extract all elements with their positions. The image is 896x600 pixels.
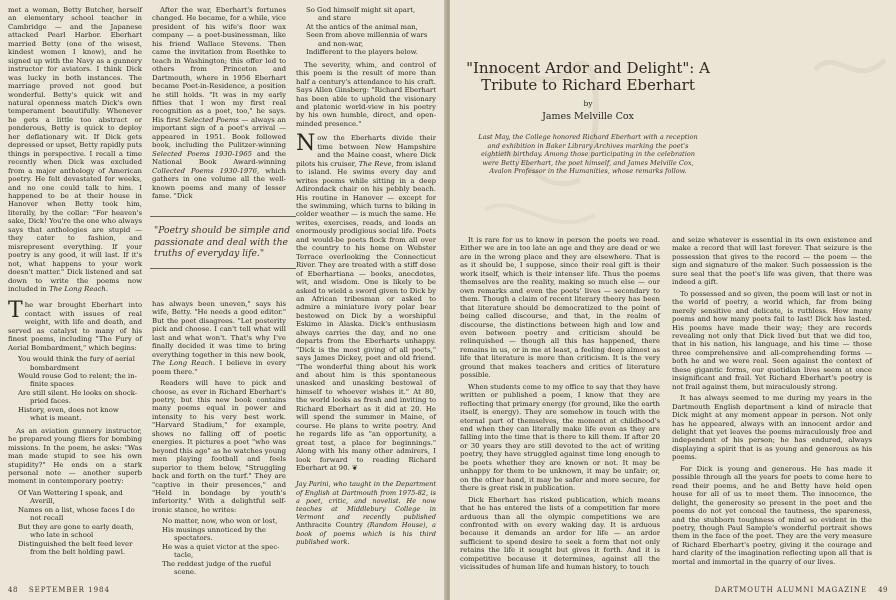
right-column-1 <box>460 236 660 575</box>
article-author: James Melville Cox <box>542 111 634 122</box>
left-column-3 <box>296 6 436 549</box>
page-footer-right <box>715 586 888 594</box>
paragraph: To possessed and so given, the poem will last or not in the world of poetry, a world which, far from being merely sensitive and delicate, is ruthless. How many poems and how many poets fail to last! Dick has lasted. His poems have made their way; they are records revealing not only that Dick lived but that we did too, that in his nation, his language, and his time — those three comprehensive and all-comprehending forms — both he and we were real. Seen against the context of these gigantic forms, our quotidian lives seem at once insignificant and frail. Yet Richard Eberhart's poetry is not frail against them, but miraculously strong. <box>672 289 872 391</box>
paragraph: It has always seemed to me during my years in the Dartmouth English department a kind of miracle that Dick might at any moment appear in person. Not only has he appeared, always with an innocent ardor and delight that yet leaves the poems miraculously free and independent of his person; he has endured, always displaying a spirit that is as young and generous as his poems. <box>672 394 872 462</box>
page-number: 49 <box>878 586 888 594</box>
paragraph: It is rare for us to know in person the poets we read. Either we are in too late an age and they are dead or we are in the wrong place and they are elsewhere. That is as it should be, I suppose, since their real gift is their work itself, which is their intenser life. Thus the poems themselves are the reality, making so much else — our own remarks and even the poets' lives — secondary to them. Though a claim of recent literary theory has been that literature should be democratized to the point of being called discourse, and that, in the realm of discourse, the distinctions between high and low and even between poetry and criticism should be relinquished — though all this has happened, there remains in us, or in me at least, a feeling deep almost as life that literature is more than criticism. It is the very ground that makes teachers and critics of literature possible. <box>460 236 660 380</box>
poem-excerpt: No matter, now, who won or lost, His musings unnoticed by the spectators. He was a quiet victor at the spec- tacle, The reddest judge of the rueful scene. <box>162 517 280 577</box>
end-mark-icon: ❦ <box>351 464 358 473</box>
page-number: 48 <box>8 586 18 594</box>
paragraph: When students come to my office to say that they have written or published a poem, I know that they are reflecting that primary energy (for ground, like the earth itself, is energy). They are somehow in touch with the eternal part of themselves, the moment at childhood's end when they can literally make life even as they are falling into the time that is there to kill them. If after 20 or 30 years they are still devoted to the act of writing poetry, they have struggled against time long enough to be poets whether they are known or not. It may be unhappy for them to be unknown, it may be unfair; or, on the other hand, it may be safer and more secure, for there is great risk in publication. <box>460 382 660 493</box>
page-footer-left <box>8 586 110 594</box>
poem-excerpt: Of Van Wettering I speak, and Averill, Names on a list, whose faces I do not recall But they are gone to early death, who late in school Distinguished the belt feed lever from the belt holding pawl. <box>18 488 135 557</box>
right-column-2 <box>672 236 872 569</box>
paragraph: Now the Eberharts divide their time between New Hampshire and the Maine coast, where Dick pilots his cruiser, The Reve, from island to island. He swims every day and writes poems while sitting in a deep Adirondack chair on his pebbly beach. His routine in Hanover — except for the swimming, which turns to biking in colder weather — is much the same. He writes, exercises, reads, and loads an enormously prodigious social life. Poets and would-be poets flock from all over the country to his home on Webster Terrace overlooking the Connecticut River. They are treated with a stiff dose of Eberhartiana — books, anecdotes, wit, and wisdom. One is likely to be asked to wield a sword given to Dick by an African tribesman or asked to admire a miniature ivory polar bear bestowed on Dick by a worshipful Eskimo in Alaska. Dick's enthusiasm always carries the day, and no one departs from the Eberharts unhappy. "Dick is the most giving of all poets," says James Dickey, poet and old friend. "The wonderful thing about his work and about him is this spontaneous unasked and unasking bestowal of himself to whoever wishes it." At 80, the world looks as fresh and inviting to Richard Eberhart as it did at 20. He will spend the summer in Maine, of course. He plans to write poetry. And he regards life as "an opportunity, a great test, a place for beginnings." Along with his many other admirers, I look forward to reading Richard Eberhart at 90. ❦ <box>296 131 436 473</box>
paragraph: For Dick is young and generous. He has made it possible through all the years for poets to come here to read their poems, and he and Betty have held open house for all of us to meet them. The innocence, the delight, the generosity so present in the poet and the poems do not yet conceal the tautness, the spareness, and the stubborn toughness of mind so evident in the poetry, though Paul Sample's wonderful portrait shows them in the face of the poet. They are the very measure of Richard Eberhart's poetry, giving it the courage and hard clarity of the imagination reflecting upon all that is mortal and immortal in the quarry of our lives. <box>672 464 872 566</box>
poem-excerpt: So God himself might sit apart, and stare At the antics of the animal man, Seen from above millennia of wars and non-war, Indifferent to the players below. <box>306 6 428 57</box>
paragraph: The war brought Eberhart into contact with issues of real weight, with life and death, and served as catalyst to many of his finest poems, including "The Fury of Aerial Bombardment," which begins: <box>8 298 142 352</box>
byline-by: by <box>583 99 593 108</box>
faded-signature-watermark <box>810 40 890 100</box>
paragraph: met a woman, Betty Butcher, herself an elementary school teacher in Cambridge — and the Japanese attacked Pearl Harbor. Eberhart married Betty (one of the wisest, kindest women I know), and he signed up with the Navy as a gunnery instructor for aviators. I think Dick was lucky in both instances. The marriage proved not good but wonderful. Betty's quick wit and natural openness match Dick's own temperament beautifully. Whenever he gets a little too abstract or ponderous, Betty is quick to deploy her deflationary wit. If Dick gets depressed or upset, Betty rapidly puts things in perspective. I recall a time recently when Dick was excluded from a major anthology of American poetry. He felt devastated for weeks, and no one could talk to him. I happened to be at their house in Hanover when Betty took him, literally, by the collar: "For heaven's sake, Dick! You're the one who always says that anthologies are stupid — they cater to fashion, and misrepresent everything. If your poetry is any good, it will last. If it's not, what happens to your work doesn't matter." Dick listened and sat down to write the poems now included in The Long Reach. <box>8 6 142 293</box>
poem-excerpt: You would think the fury of aerial bombardment Would rouse God to relent; the in- finite spaces Are still silent. He looks on shock- pried faces. History, even, does not know what is meant. <box>18 355 138 423</box>
article-title: "Innocent Ardor and Delight": A Tribute to Richard Eberhart <box>466 59 710 94</box>
paragraph: After the war, Eberhart's fortunes changed. He became, for a while, vice president of his wife's floor wax company — a poet-businessman, like his friend Wallace Stevens. Then came the invitation from Roethke to teach in Washington; this offer led to others from Princeton and Dartmouth, where in 1956 Eberhart became Poet-in-Residence, a position he still holds. "It was in my early fifties that I won my first real recognition as a poet, too," he says. His first Selected Poems — always an important sign of a poet's arrival — appeared in 1951. Book followed book, including the Pulitzer-winning Selected Poems 1930-1965 and the National Book Award-winning Collected Poems 1930-1976, which gathers in one volume all the well-known poems and many of lesser fame. "Dick <box>152 6 286 200</box>
left-column-2 <box>152 6 286 203</box>
paragraph: The severity, whim, and control of this poem is the result of more than half a century's attendance to his craft. Says Allen Ginsberg: "Richard Eberhart has been able to uphold the visionary and platonic world-view in his poetry by his own humble, direct, and open-minded presence." <box>296 60 436 128</box>
paragraph: and seize whatever is essential in its own existence and make a record that will last forever. That seizure is the possession that gives to the record — the poem — the sign and signature of the maker. Such possession is the sure seal that the poet's life was given, that there was indeed a gift. <box>672 236 872 287</box>
paragraph: As an aviation gunnery instructor, he prepared young fliers for bombing missions. In the poem, he asks: "Was man made stupid to see his own stupidity?" He ends on a stark personal note — another superb moment in contemporary poetry: <box>8 426 142 486</box>
right-page <box>450 0 896 600</box>
issue-date: SEPTEMBER 1984 <box>28 586 110 594</box>
left-column-2-lower <box>152 300 286 581</box>
left-column-1 <box>8 6 142 561</box>
paragraph: has always been uneven," says his wife, Betty. "He needs a good editor." But the poet disagrees. "Let posterity pick and choose. I can't tell what will last and what won't. That's why I've finally decided it was time to bring everything together in this new book, The Long Reach. I believe in every poem there." <box>152 300 286 376</box>
left-page <box>0 0 446 600</box>
pull-quote: "Poetry should be simple and passionate and deal with the truths of everyday life." <box>150 216 296 269</box>
paragraph: Readers will have to pick and choose, as ever in Richard Eberhart's poetry, but this new book contains many poems equal in power and intensity to his very best work. "Harvard Stadium," for example, shows no falling off of poetic energies. It pictures a poet "who was beyond this age" as he watches young men playing football and feels superior to them below, "Struggling back and forth on the turf." They are "captive in their presences," and "Held in bondage by youth's inferiority." With a delightful self-ironic stance, he writes: <box>152 379 286 514</box>
paragraph: Dick Eberhart has risked publication, which means that he has entered the lists of a competition far more arduous than all the olympic competitions we are confronted with on every waking day. It is arduous because it demands an ardor for life — an ardor sufficient to spend desire to seek a form that not only retains the life it sought but gives it forth. And it is competitive because it determines, against all the vicissitudes of human life and human history, to touch <box>460 495 660 572</box>
author-bio: Jay Parini, who taught in the Department of English at Dartmouth from 1975-82, is a poet, critic, and novelist. He now teaches at Middlebury College in Vermont and recently published Anthracite Country (Random House), a book of poems which is his third published work. <box>296 480 436 546</box>
article-intro: Last May, the College honored Richard Eberhart with a reception and exhibition in Baker Library Archives marking the poet's eightieth birthday. Among those participating in the celebration were Betty Eberhart, the poet himself, and James Melville Cox, Avalon Professor in the Humanities, whose remarks follow. <box>478 133 698 176</box>
magazine-name: DARTMOUTH ALUMNI MAGAZINE <box>714 586 868 594</box>
